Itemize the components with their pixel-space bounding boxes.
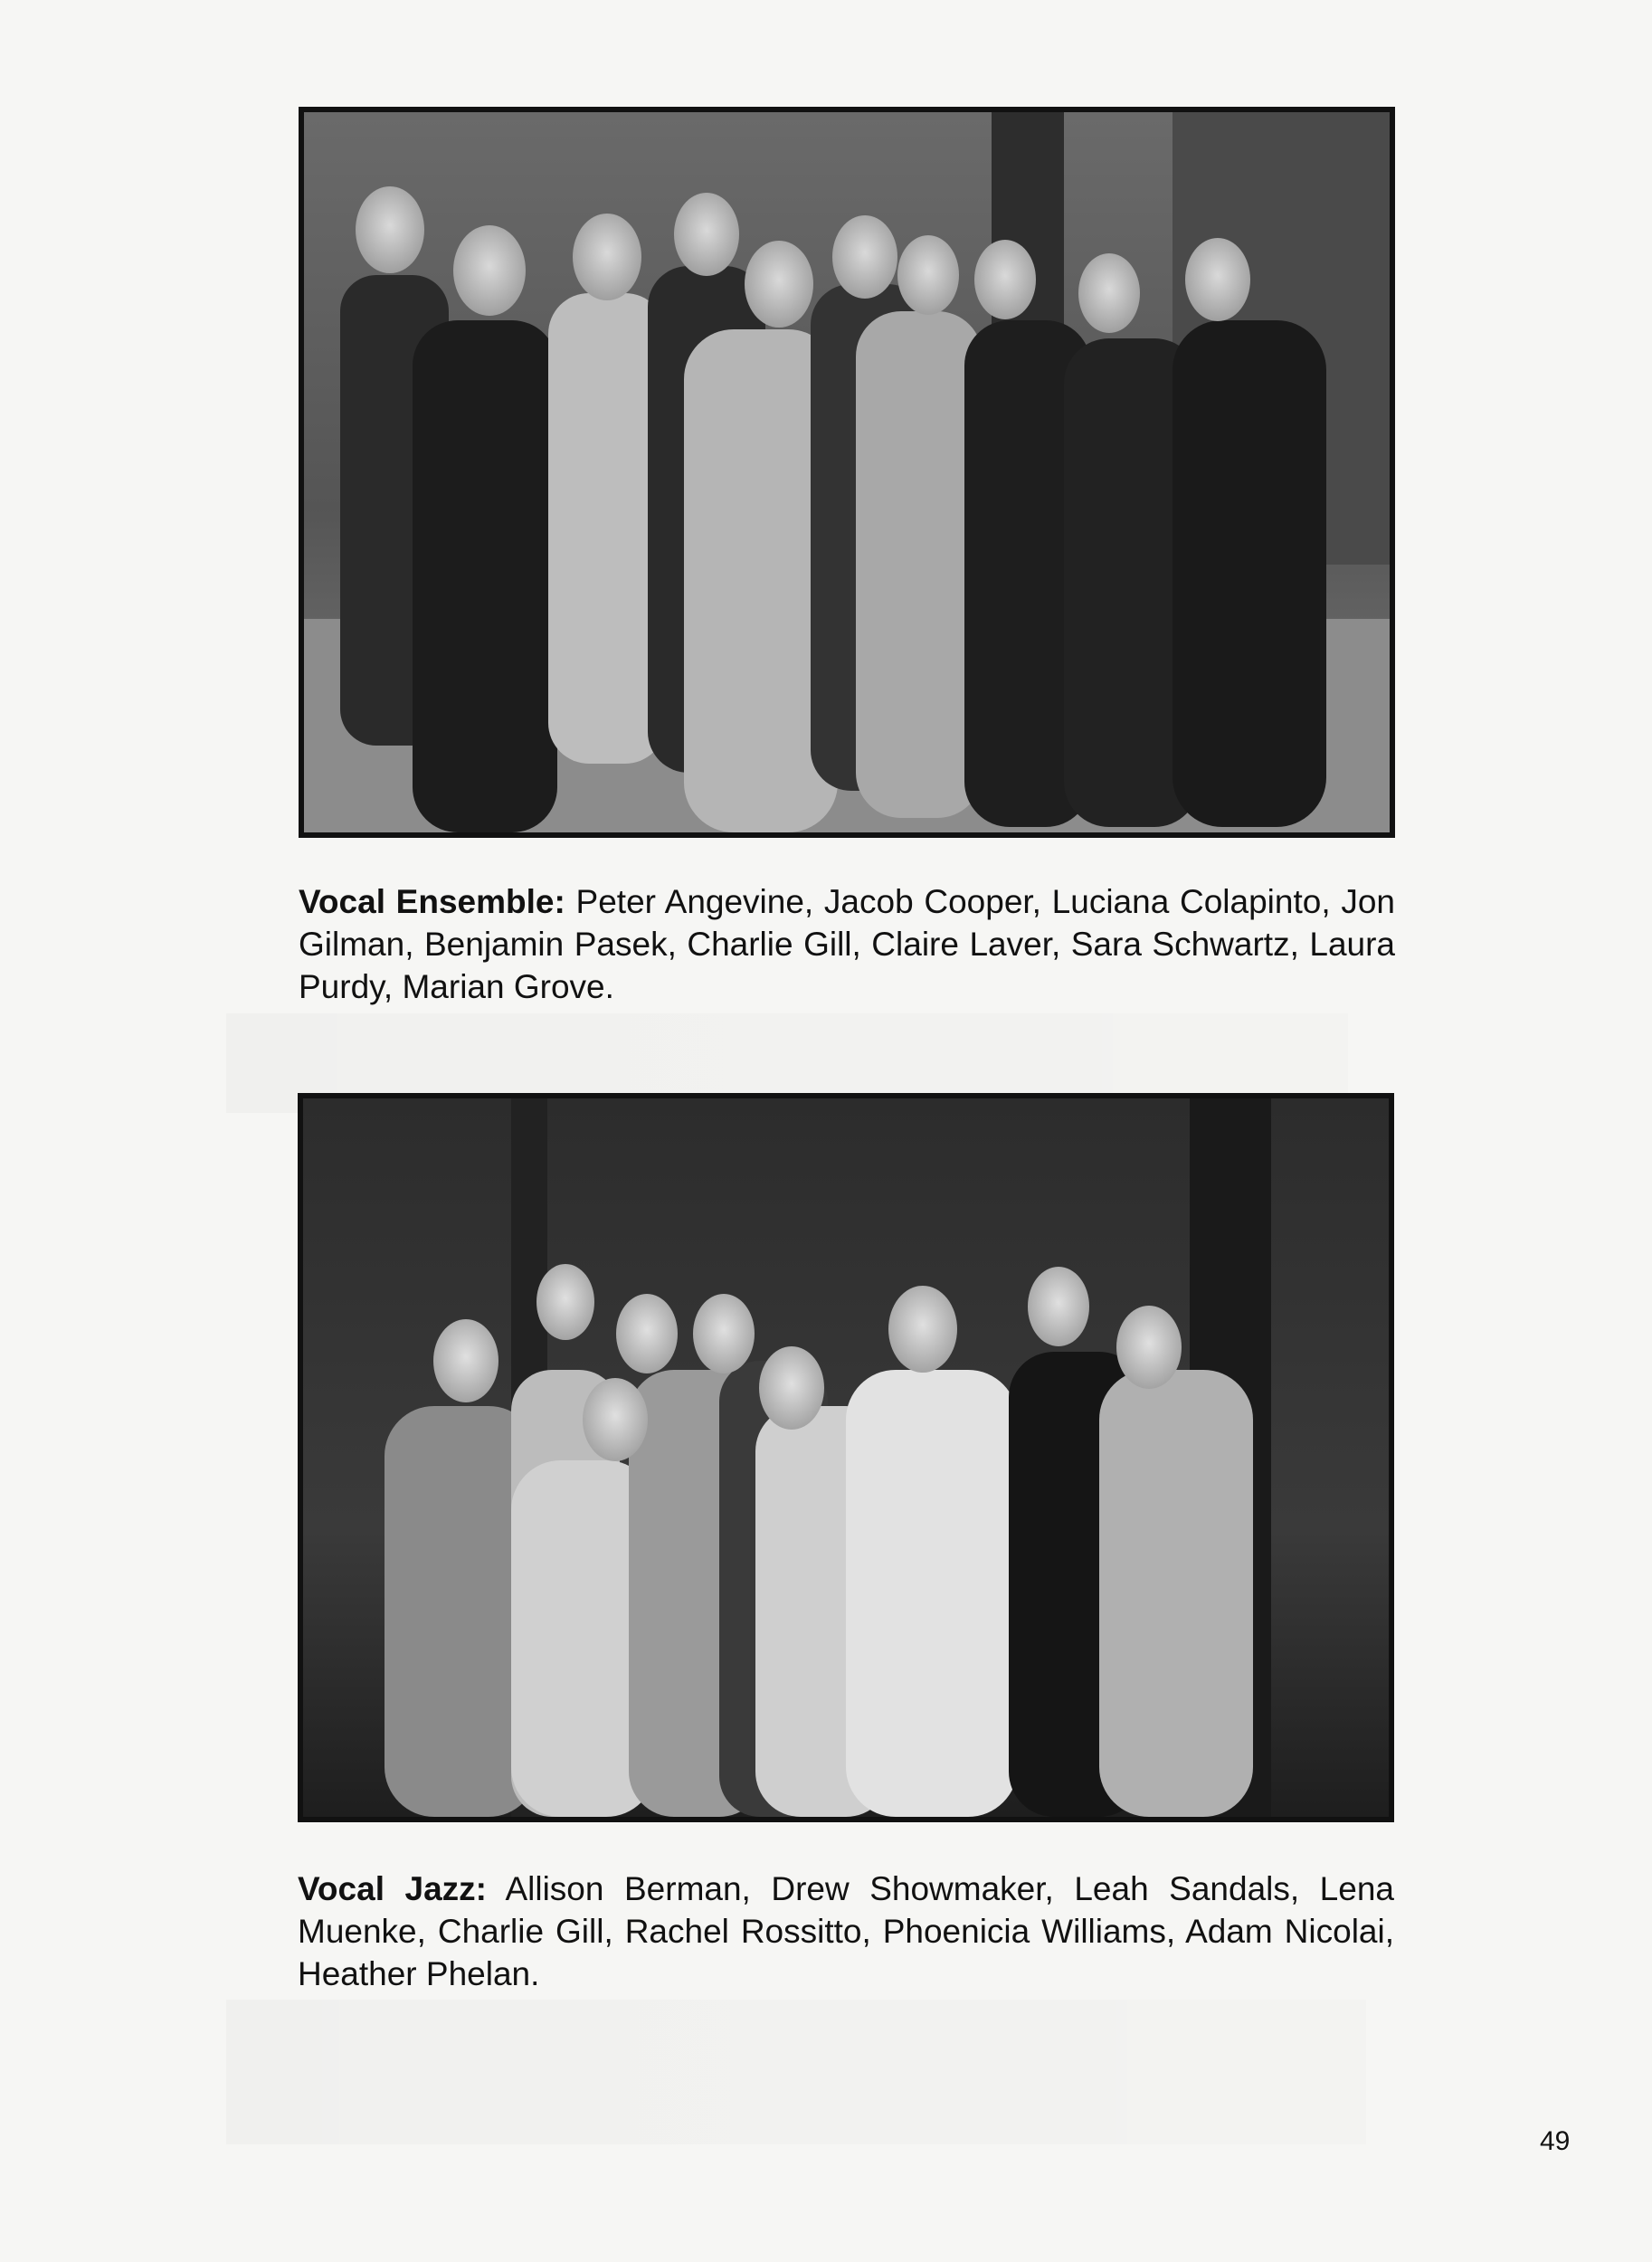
vocal-ensemble-caption	[299, 880, 1395, 1008]
vocal-ensemble-photo	[299, 107, 1395, 838]
vocal-jazz-caption	[298, 1868, 1394, 1995]
bleed-through-text	[226, 2000, 1366, 2144]
vocal-ensemble-members: Peter Angevine, Jacob Cooper, Luciana Colapinto, Jon Gilman, Benjamin Pasek, Charlie Gill, Claire Laver, Sara Schwartz, Laura Purdy, Marian Grove.	[299, 883, 1395, 1005]
vocal-jazz-members: Allison Berman, Drew Showmaker, Leah Sandals, Lena Muenke, Charlie Gill, Rachel Rossitto, Phoenicia Williams, Adam Nicolai, Heather Phelan.	[298, 1870, 1394, 1992]
vocal-jazz-photo	[298, 1093, 1394, 1822]
vocal-jazz-heading: Vocal Jazz:	[298, 1870, 487, 1907]
vocal-ensemble-heading: Vocal Ensemble:	[299, 883, 565, 920]
group-photo-image	[303, 1098, 1389, 1817]
page-number: 49	[1540, 2126, 1571, 2156]
group-photo-image	[304, 112, 1390, 832]
